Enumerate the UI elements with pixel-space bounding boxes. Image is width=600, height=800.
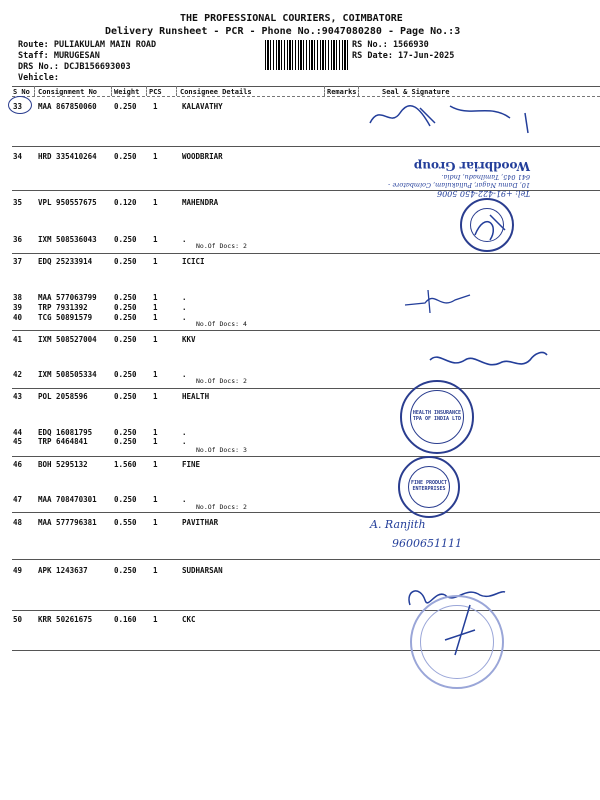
weight-cell: 1.560 xyxy=(114,460,137,469)
consignee-cell: HEALTH xyxy=(182,392,210,401)
consignment-cell: MAA 867850060 xyxy=(38,102,97,111)
sno-cell: 48 xyxy=(13,518,23,527)
runsheet-subtitle: Delivery Runsheet - PCR - Phone No.:9047080280 - Page No.:3 xyxy=(105,26,461,37)
consignment-cell: POL 2058596 xyxy=(38,392,88,401)
sno-cell: 50 xyxy=(13,615,23,624)
consignee-cell: MAHENDRA xyxy=(182,198,219,207)
weight-cell: 0.550 xyxy=(114,518,137,527)
header-top-rule xyxy=(12,86,600,87)
docs-count: No.Of Docs: 4 xyxy=(196,320,247,328)
pcs-cell: 1 xyxy=(153,313,158,322)
consignee-cell: CKC xyxy=(182,615,196,624)
consignment-cell: APK 1243637 xyxy=(38,566,88,575)
group-divider xyxy=(12,512,600,513)
consignee-cell: . xyxy=(182,370,187,379)
pcs-cell: 1 xyxy=(153,566,158,575)
weight-cell: 0.250 xyxy=(114,313,137,322)
consignment-cell: EDQ 25233914 xyxy=(38,257,93,266)
pcs-cell: 1 xyxy=(153,198,158,207)
consignment-cell: EDQ 16081795 xyxy=(38,428,93,437)
consignment-cell: MAA 577063799 xyxy=(38,293,97,302)
sno-cell: 46 xyxy=(13,460,23,469)
sno-cell: 35 xyxy=(13,198,23,207)
consignment-cell: MAA 577796381 xyxy=(38,518,97,527)
barcode xyxy=(265,40,350,70)
weight-cell: 0.160 xyxy=(114,615,137,624)
weight-cell: 0.250 xyxy=(114,303,137,312)
weight-cell: 0.120 xyxy=(114,198,137,207)
route: Route: PULIAKULAM MAIN ROAD xyxy=(18,40,157,50)
col-sno: S No xyxy=(13,88,30,96)
docs-count: No.Of Docs: 2 xyxy=(196,377,247,385)
weight-cell: 0.250 xyxy=(114,566,137,575)
group-divider xyxy=(12,388,600,389)
group-divider xyxy=(12,253,600,254)
consignee-cell: . xyxy=(182,303,187,312)
consignee-cell: PAVITHAR xyxy=(182,518,219,527)
consignee-cell: KALAVATHY xyxy=(182,102,223,111)
consignee-cell: SUDHARSAN xyxy=(182,566,223,575)
consignee-cell: . xyxy=(182,428,187,437)
pcs-cell: 1 xyxy=(153,335,158,344)
consignee-cell: . xyxy=(182,313,187,322)
col-pcs: PCS xyxy=(149,88,162,96)
col-consignee: Consignee Details xyxy=(180,88,252,96)
sno-cell: 38 xyxy=(13,293,23,302)
signature-48-name: A. Ranjith xyxy=(370,518,426,531)
sno-cell: 39 xyxy=(13,303,23,312)
weight-cell: 0.250 xyxy=(114,235,137,244)
consignment-cell: IXM 508536043 xyxy=(38,235,97,244)
pcs-cell: 1 xyxy=(153,518,158,527)
health-insurance-stamp: HEALTH INSURANCE TPA OF INDIA LTD xyxy=(400,380,474,454)
pcs-cell: 1 xyxy=(153,392,158,401)
drs-number: DRS No.: DCJB156693003 xyxy=(18,62,131,72)
pcs-cell: 1 xyxy=(153,615,158,624)
sno-cell: 49 xyxy=(13,566,23,575)
sno-cell: 45 xyxy=(13,437,23,446)
weight-cell: 0.250 xyxy=(114,257,137,266)
weight-cell: 0.250 xyxy=(114,335,137,344)
pcs-cell: 1 xyxy=(153,235,158,244)
consignee-cell: ICICI xyxy=(182,257,205,266)
pcs-cell: 1 xyxy=(153,370,158,379)
signature-41 xyxy=(425,345,555,380)
pcs-cell: 1 xyxy=(153,257,158,266)
sno-cell: 37 xyxy=(13,257,23,266)
docs-count: No.Of Docs: 3 xyxy=(196,446,247,454)
col-consignment: Consignment No xyxy=(38,88,98,96)
fine-products-stamp: FINE PRODUCT ENTERPRISES xyxy=(398,456,460,518)
group-divider xyxy=(12,330,600,331)
signature-48-phone: 9600651111 xyxy=(392,537,462,550)
weight-cell: 0.250 xyxy=(114,293,137,302)
consignment-cell: TRP 6464841 xyxy=(38,437,88,446)
pcs-cell: 1 xyxy=(153,102,158,111)
pcs-cell: 1 xyxy=(153,495,158,504)
docs-count: No.Of Docs: 2 xyxy=(196,242,247,250)
weight-cell: 0.250 xyxy=(114,495,137,504)
signature-35 xyxy=(470,205,510,245)
weight-cell: 0.250 xyxy=(114,152,137,161)
group-divider xyxy=(12,610,600,611)
consignment-cell: IXM 508505334 xyxy=(38,370,97,379)
sno-cell: 40 xyxy=(13,313,23,322)
pcs-cell: 1 xyxy=(153,437,158,446)
staff: Staff: MURUGESAN xyxy=(18,51,100,61)
signature-50 xyxy=(440,600,480,660)
consignee-cell: . xyxy=(182,437,187,446)
col-seal: Seal & Signature xyxy=(382,88,450,96)
col-remarks: Remarks xyxy=(327,88,357,96)
consignee-cell: . xyxy=(182,293,187,302)
pcs-cell: 1 xyxy=(153,293,158,302)
docs-count: No.Of Docs: 2 xyxy=(196,503,247,511)
weight-cell: 0.250 xyxy=(114,392,137,401)
sno-cell: 33 xyxy=(13,102,23,111)
consignment-cell: TCG 50891579 xyxy=(38,313,93,322)
consignment-cell: VPL 950557675 xyxy=(38,198,97,207)
consignment-cell: IXM 508527004 xyxy=(38,335,97,344)
circled-sno-mark xyxy=(8,96,32,114)
vehicle: Vehicle: xyxy=(18,73,59,83)
sno-cell: 36 xyxy=(13,235,23,244)
company-title: THE PROFESSIONAL COURIERS, COIMBATORE xyxy=(180,13,403,24)
sno-cell: 43 xyxy=(13,392,23,401)
rs-number: RS No.: 1566930 xyxy=(352,40,429,50)
sno-cell: 41 xyxy=(13,335,23,344)
consignee-cell: KKV xyxy=(182,335,196,344)
consignee-cell: FINE xyxy=(182,460,201,469)
sno-cell: 34 xyxy=(13,152,23,161)
consignment-cell: BOH 5295132 xyxy=(38,460,88,469)
consignee-cell: WOODBRIAR xyxy=(182,152,223,161)
sno-cell: 47 xyxy=(13,495,23,504)
consignment-cell: HRD 335410264 xyxy=(38,152,97,161)
pcs-cell: 1 xyxy=(153,428,158,437)
group-divider xyxy=(12,456,600,457)
weight-cell: 0.250 xyxy=(114,437,137,446)
consignment-cell: MAA 708470301 xyxy=(38,495,97,504)
consignee-cell: . xyxy=(182,495,187,504)
woodbriar-stamp: Tel: +91-422-450 5006 10, Damu Nagar, Puliakulam, Coimbatore - 641 045, Tamilnadu, India. Woodbriar Group xyxy=(388,159,530,198)
col-weight: Weight xyxy=(114,88,140,96)
signature-37 xyxy=(400,285,480,315)
table-bottom-rule xyxy=(12,650,600,651)
consignment-cell: KRR 50261675 xyxy=(38,615,93,624)
weight-cell: 0.250 xyxy=(114,102,137,111)
sno-cell: 44 xyxy=(13,428,23,437)
pcs-cell: 1 xyxy=(153,152,158,161)
pcs-cell: 1 xyxy=(153,303,158,312)
weight-cell: 0.250 xyxy=(114,428,137,437)
consignment-cell: TRP 7931392 xyxy=(38,303,88,312)
weight-cell: 0.250 xyxy=(114,370,137,379)
pcs-cell: 1 xyxy=(153,460,158,469)
group-divider xyxy=(12,559,600,560)
rs-date: RS Date: 17-Jun-2025 xyxy=(352,51,455,61)
consignee-cell: . xyxy=(182,235,187,244)
sno-cell: 42 xyxy=(13,370,23,379)
